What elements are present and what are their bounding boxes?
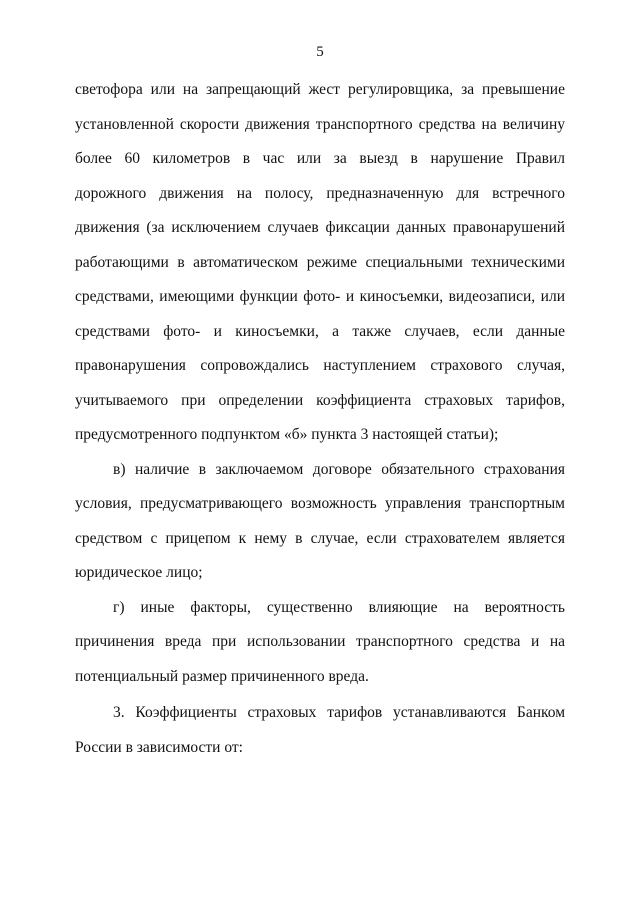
text-line: движения (за исключением случаев фиксации данных правонарушений: [75, 219, 565, 236]
text-line: светофора или на запрещающий жест регулировщика, за превышение: [75, 81, 565, 98]
text-line: в) наличие в заключаемом договоре обязательного страхования: [113, 461, 565, 478]
text-line: средством с прицепом к нему в случае, если страхователем является: [75, 530, 565, 547]
text-line: г) иные факторы, существенно влияющие на вероятность: [113, 599, 565, 616]
text-line: учитываемого при определении коэффициента страховых тарифов,: [75, 392, 565, 409]
text-line: более 60 километров в час или за выезд в нарушение Правил: [75, 150, 565, 167]
text-line: России в зависимости от:: [75, 739, 243, 756]
text-line: средствами, имеющими функции фото- и киносъемки, видеозаписи, или: [75, 288, 565, 305]
text-line: причинения вреда при использовании транспортного средства и на: [75, 633, 565, 650]
text-line: работающими в автоматическом режиме специальными техническими: [75, 254, 565, 271]
text-line: потенциальный размер причиненного вреда.: [75, 668, 369, 685]
text-line: предусмотренного подпунктом «б» пункта 3 настоящей статьи);: [75, 426, 499, 443]
text-line: правонарушения сопровождались наступлением страхового случая,: [75, 357, 565, 374]
text-line: условия, предусматривающего возможность управления транспортным: [75, 495, 565, 512]
text-line: установленной скорости движения транспортного средства на величину: [75, 116, 565, 133]
text-line: дорожного движения на полосу, предназначенную для встречного: [75, 185, 565, 202]
text-line: средствами фото- и киносъемки, а также случаев, если данные: [75, 323, 565, 340]
text-line: 3. Коэффициенты страховых тарифов устанавливаются Банком: [113, 704, 565, 721]
text-line: юридическое лицо;: [75, 564, 203, 581]
page-number: 5: [316, 44, 324, 60]
